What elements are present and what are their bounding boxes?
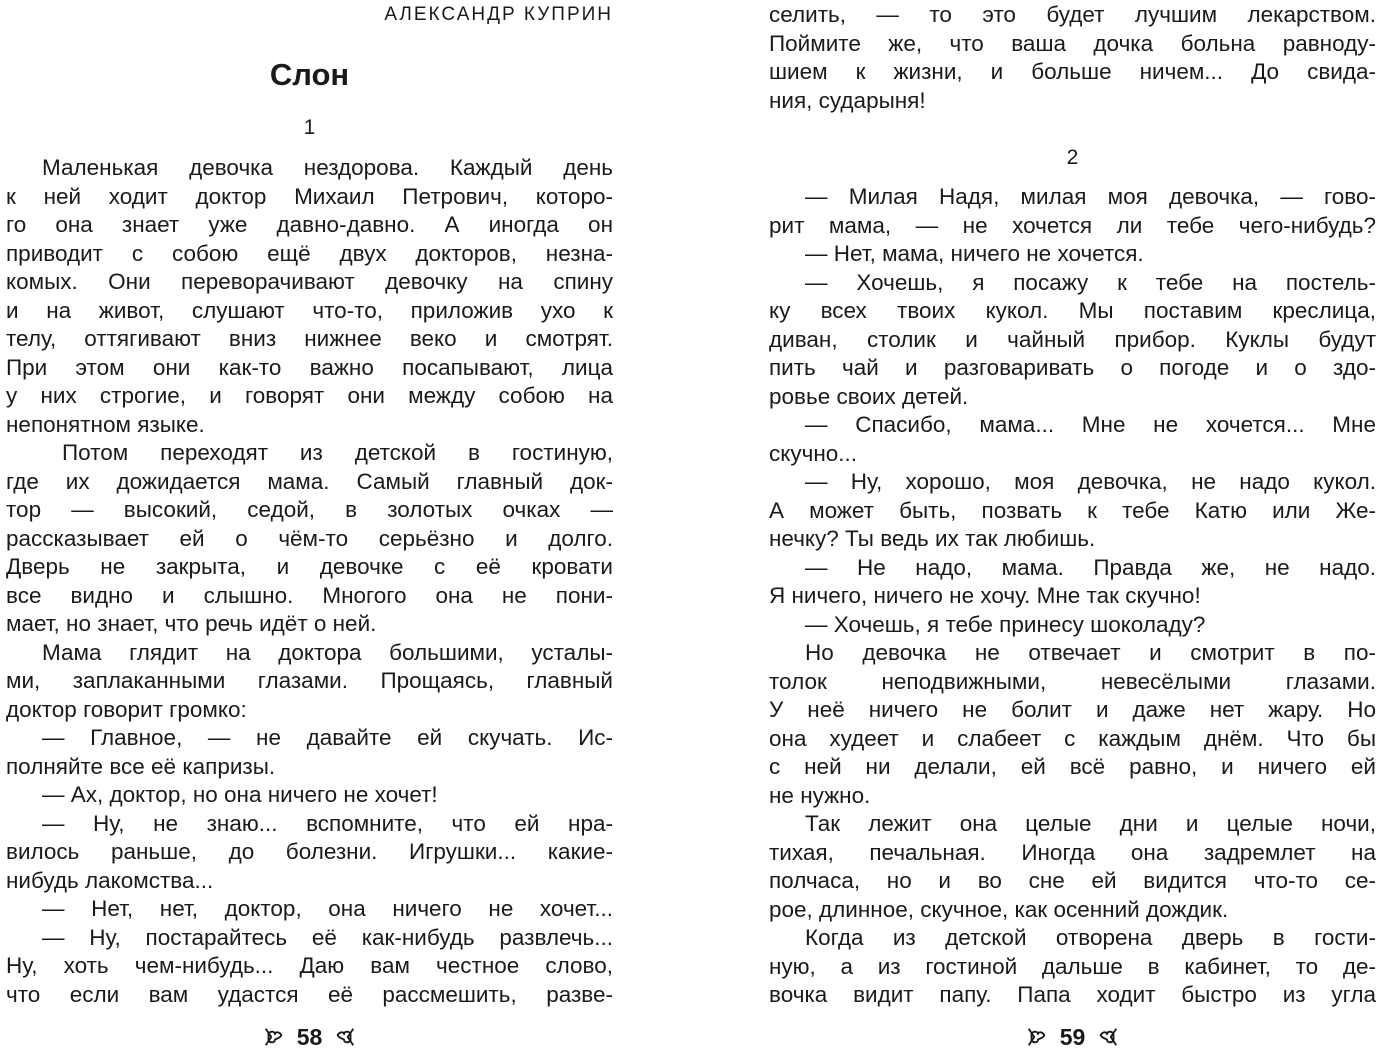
text-line: пить чай и разговаривать о погоде и о здо- bbox=[769, 355, 1376, 380]
text-line: телу, оттягивают вниз нижнее веко и смотрят. bbox=[6, 326, 613, 351]
text-line: с ней ни делали, ей всё равно, и ничего ей bbox=[769, 754, 1376, 779]
text-line: — Ах, доктор, но она ничего не хочет! bbox=[42, 782, 438, 807]
text-line: где их дожидается мама. Самый главный док- bbox=[6, 468, 613, 494]
text-line: ровье своих детей. bbox=[769, 383, 969, 409]
right-top-text bbox=[769, 1, 1376, 115]
text-line: — Ну, хорошо, моя девочка, не надо кукол. bbox=[805, 469, 1376, 494]
text-line: нечку? Ты ведь их так любишь. bbox=[769, 526, 1096, 551]
text-line: все видно и слышно. Многого она не пони- bbox=[6, 582, 613, 608]
text-line: Поймите же, что ваша дочка больна равноду- bbox=[769, 30, 1376, 56]
running-head-author: АЛЕКСАНДР КУПРИН bbox=[384, 4, 613, 25]
text-line: что если вам удастся её рассмешить, разве- bbox=[6, 981, 613, 1007]
text-line: толок неподвижными, невесёлыми глазами. bbox=[769, 668, 1376, 694]
text-line: го она знает уже давно-давно. А иногда он bbox=[6, 212, 613, 237]
text-line: она худеет и слабеет с каждым днём. Что бы bbox=[769, 725, 1376, 751]
heart-ornament-icon bbox=[1097, 1026, 1119, 1048]
right-body-text bbox=[769, 183, 1376, 1010]
text-line: Так лежит она целые дни и целые ночи, bbox=[805, 811, 1376, 836]
text-line: Я ничего, ничего не хочу. Мне так скучно! bbox=[769, 583, 1201, 608]
heart-ornament-icon bbox=[334, 1026, 356, 1048]
text-line: к ней ходит доктор Михаил Петрович, которо- bbox=[6, 183, 613, 209]
text-line: Но девочка не отвечает и смотрит в по- bbox=[805, 640, 1376, 665]
text-line: не нужно. bbox=[769, 782, 871, 808]
chapter-number: 1 bbox=[303, 116, 316, 139]
text-line: полняйте все её капризы. bbox=[6, 753, 276, 779]
text-line: тихая, печальная. Иногда она задремлет на bbox=[769, 839, 1376, 865]
text-line: приводит с собою ещё двух докторов, незна- bbox=[6, 240, 613, 266]
text-line: рое, длинное, скучное, как осенний дождик. bbox=[769, 896, 1229, 922]
text-line: Ну, хоть чем-нибудь... Даю вам честное слово, bbox=[6, 953, 613, 978]
text-line: ния, сударыня! bbox=[769, 87, 926, 113]
text-line: Дверь не закрыта, и девочке с её кровати bbox=[6, 554, 613, 579]
text-line: непонятном языке. bbox=[6, 411, 205, 437]
story-title: Слон bbox=[269, 57, 350, 92]
text-line: диван, столик и чайный прибор. Куклы будут bbox=[769, 326, 1376, 352]
text-line: — Милая Надя, милая моя девочка, — гово- bbox=[805, 184, 1376, 209]
text-line: Мама глядит на доктора большими, усталы- bbox=[42, 639, 613, 665]
text-line: скучно... bbox=[769, 440, 858, 466]
text-line: комых. Они переворачивают девочку на спину bbox=[6, 269, 613, 294]
text-line: — Нет, нет, доктор, она ничего не хочет... bbox=[42, 896, 613, 921]
text-line: — Главное, — не давайте ей скучать. Ис- bbox=[42, 725, 613, 750]
text-line: рассказывает ей о чём-то серьёзно и долго. bbox=[6, 525, 613, 551]
page-number: 58 bbox=[296, 1024, 323, 1050]
right-page bbox=[769, 0, 1376, 1056]
text-line: ную, а из гостиной дальше в кабинет, то де- bbox=[769, 953, 1376, 979]
text-line: вочка видит папу. Папа ходит быстро из угла bbox=[769, 982, 1376, 1007]
text-line: ми, заплаканными глазами. Прощаясь, главный bbox=[6, 668, 613, 693]
text-line: Когда из детской отворена дверь в гости- bbox=[805, 925, 1376, 950]
text-line: — Нет, мама, ничего не хочется. bbox=[805, 241, 1144, 266]
text-line: — Спасибо, мама... Мне не хочется... Мне bbox=[805, 412, 1376, 437]
text-line: — Хочешь, я посажу к тебе на постель- bbox=[805, 269, 1376, 295]
text-line: — Ну, постарайтесь её как-нибудь развлечь... bbox=[42, 924, 613, 950]
chapter-number: 2 bbox=[1066, 146, 1079, 169]
text-line: — Ну, не знаю... вспомните, что ей нра- bbox=[42, 810, 613, 836]
text-line: мает, но знает, что речь идёт о ней. bbox=[6, 611, 377, 636]
text-line: селить, — то это будет лучшим лекарством. bbox=[769, 2, 1376, 27]
text-line: шием к жизни, и больше ничем... До свида- bbox=[769, 59, 1376, 84]
heart-ornament-icon bbox=[1026, 1026, 1048, 1048]
text-line: У неё ничего не болит и даже нет жару. Но bbox=[769, 697, 1376, 722]
heart-ornament-icon bbox=[263, 1026, 285, 1048]
text-line: вилось раньше, до болезни. Игрушки... какие- bbox=[6, 839, 613, 864]
left-page bbox=[6, 0, 613, 1056]
page-number-footer bbox=[769, 1022, 1376, 1052]
text-line: ку всех твоих кукол. Мы поставим креслица, bbox=[769, 298, 1376, 323]
text-line: — Не надо, мама. Правда же, не надо. bbox=[805, 554, 1376, 580]
text-line: нибудь лакомства... bbox=[6, 867, 214, 893]
text-line: Маленькая девочка нездорова. Каждый день bbox=[42, 155, 613, 180]
text-line: у них строгие, и говорят они между собою на bbox=[6, 383, 613, 408]
left-body-text bbox=[6, 154, 613, 1009]
text-line: доктор говорит громко: bbox=[6, 696, 247, 722]
text-line: и на живот, слушают что-то, приложив ухо к bbox=[6, 297, 613, 323]
text-line: А может быть, позвать к тебе Катю или Же- bbox=[769, 497, 1376, 523]
page-number-footer bbox=[6, 1022, 613, 1052]
text-line: рит мама, — не хочется ли тебе чего-нибудь? bbox=[769, 212, 1376, 238]
page-number: 59 bbox=[1059, 1024, 1086, 1050]
text-line: — Хочешь, я тебе принесу шоколаду? bbox=[805, 611, 1206, 637]
text-line: При этом они как-то важно посапывают, лица bbox=[6, 354, 613, 380]
text-line: тор — высокий, седой, в золотых очках — bbox=[6, 497, 613, 522]
text-line: Потом переходят из детской в гостиную, bbox=[62, 440, 613, 465]
text-line: полчаса, но и во сне ей видится что-то се- bbox=[769, 868, 1376, 893]
